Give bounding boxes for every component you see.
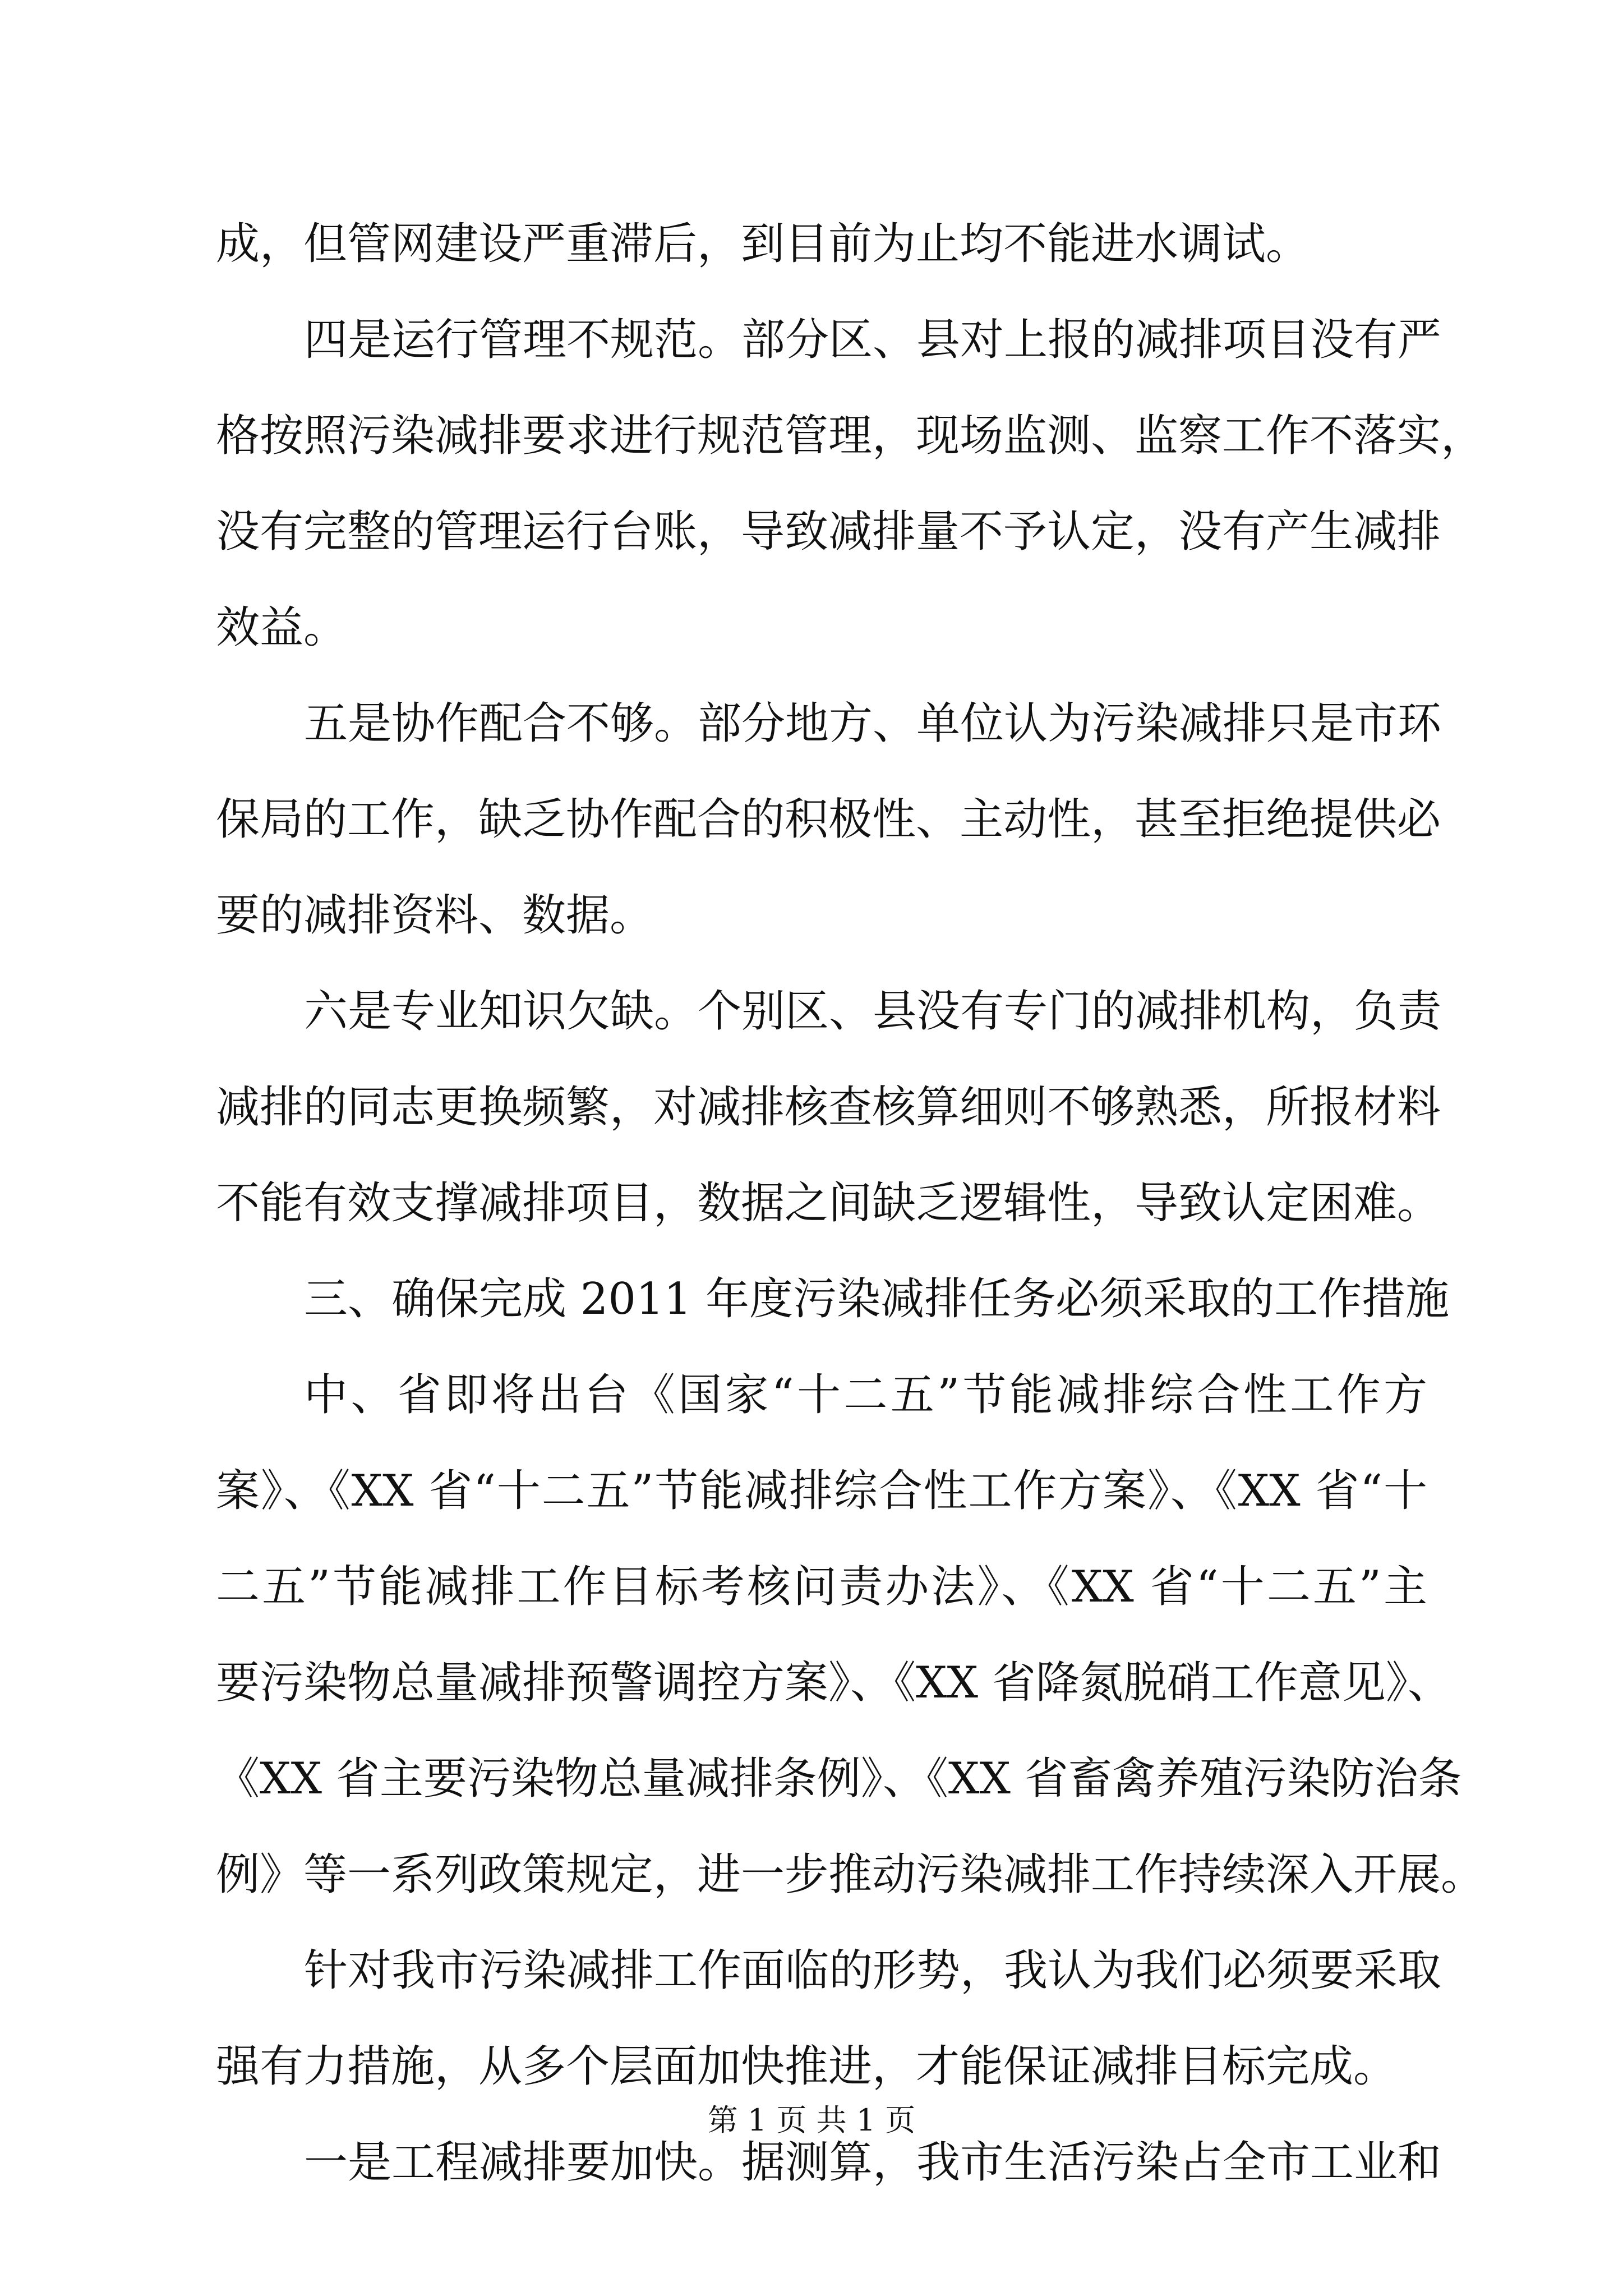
text-line: 要污染物总量减排预警调控方案》、《XX 省降氮脱硝工作意见》、 <box>216 1658 1451 1708</box>
text-line: 保局的工作，缺乏协作配合的积极性、主动性，甚至拒绝提供必 <box>216 794 1441 845</box>
text-line: 效益。 <box>216 602 348 653</box>
text-line: 成，但管网建设严重滞后，到目前为止均不能进水调试。 <box>216 219 1310 269</box>
text-line: 六是专业知识欠缺。个别区、县没有专门的减排机构，负责 <box>304 986 1442 1037</box>
text-line: 没有完整的管理运行台账，导致减排量不予认定，没有产生减排 <box>216 507 1441 557</box>
text-line: 要的减排资料、数据。 <box>216 890 654 941</box>
text-line: 四是运行管理不规范。部分区、县对上报的减排项目没有严 <box>304 315 1442 365</box>
text-line: 针对我市污染减排工作面临的形势，我认为我们必须要采取 <box>304 1945 1442 1996</box>
section-heading: 三、确保完成 2011 年度污染减排任务必须采取的工作措施 <box>304 1274 1450 1324</box>
page-number-footer: 第 1 页 共 1 页 <box>707 2102 916 2138</box>
text-line: 二五”节能减排工作目标考核问责办法》、《XX 省“十二五”主 <box>216 1562 1427 1612</box>
text-line: 中、省即将出台《国家“十二五”节能减排综合性工作方 <box>304 1370 1427 1420</box>
text-line: 格按照污染减排要求进行规范管理，现场监测、监察工作不落实， <box>216 411 1485 461</box>
text-line: 减排的同志更换频繁，对减排核查核算细则不够熟悉，所报材料 <box>216 1082 1441 1133</box>
text-line: 强有力措施，从多个层面加快推进，才能保证减排目标完成。 <box>216 2041 1398 2092</box>
text-line: 案》、《XX 省“十二五”节能减排综合性工作方案》、《XX 省“十 <box>216 1466 1427 1516</box>
text-line: 例》等一系列政策规定，进一步推动污染减排工作持续深入开展。 <box>216 1849 1485 1900</box>
document-body <box>216 196 1485 2211</box>
text-line: 《XX 省主要污染物总量减排条例》、《XX 省畜禽养殖污染防治条 <box>216 1754 1462 1804</box>
text-line: 五是协作配合不够。部分地方、单位认为污染减排只是市环 <box>304 698 1442 749</box>
text-line: 一是工程减排要加快。据测算，我市生活污染占全市工业和 <box>304 2137 1442 2188</box>
text-line: 不能有效支撑减排项目，数据之间缺乏逻辑性，导致认定困难。 <box>216 1178 1441 1228</box>
